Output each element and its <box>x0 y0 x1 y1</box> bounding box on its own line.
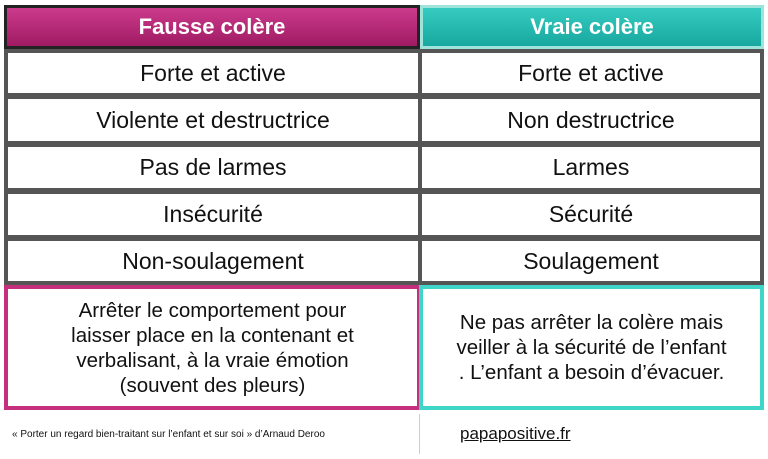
advice-box-left <box>4 285 421 410</box>
row-3-right: Larmes <box>422 147 760 188</box>
row-1-right: Forte et active <box>422 53 760 93</box>
site-link[interactable]: papapositive.fr <box>460 424 571 443</box>
advice-box-right <box>419 285 764 410</box>
header-vraie-colere: Vraie colère <box>420 5 764 49</box>
row-2-right: Non destructrice <box>422 99 760 141</box>
footer-divider <box>419 414 420 454</box>
row-1-left: Forte et active <box>8 53 418 93</box>
header-fausse-colere: Fausse colère <box>4 5 420 49</box>
advice-text-right: Ne pas arrêter la colère mais veiller à la sécurité de l’enfant . L’enfant a besoin d’évacuer. <box>456 311 727 384</box>
advice-text-left: Arrêter le comportement pour laisser place en la contenant et verbalisant, à la vraie émotion (souvent des pleurs) <box>71 298 354 397</box>
row-3-left: Pas de larmes <box>8 147 418 188</box>
row-5-right: Soulagement <box>422 241 760 281</box>
row-4-right: Sécurité <box>422 194 760 235</box>
row-2-left: Violente et destructrice <box>8 99 418 141</box>
citation-text: « Porter un regard bien-traitant sur l’enfant et sur soi » d’Arnaud Deroo <box>12 428 325 440</box>
row-4-left: Insécurité <box>8 194 418 235</box>
row-5-left: Non-soulagement <box>8 241 418 281</box>
